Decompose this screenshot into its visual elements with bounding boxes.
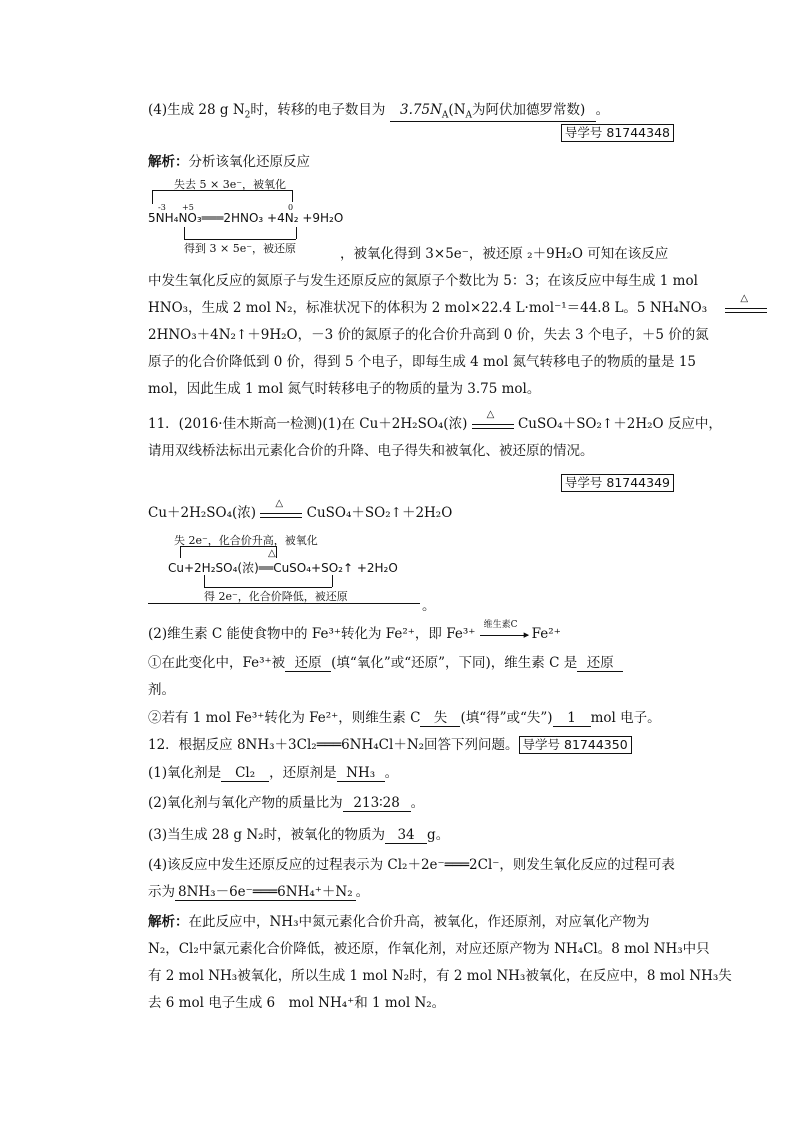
answer-note-b: 为阿伏加德罗常数) bbox=[472, 102, 586, 118]
double-bar bbox=[472, 424, 514, 429]
q12-s4-line1: (4)该反应中发生还原反应的过程表示为 Cl₂＋2e⁻═══2Cl⁻，则发生氧化反应的过程可表 bbox=[148, 857, 675, 873]
q12-s3-answer: 34 bbox=[385, 827, 427, 844]
analysis1-header bbox=[148, 150, 310, 170]
vitamin-c-arrow bbox=[480, 619, 532, 641]
analysis1-p1: ，被氧化得到 3×5e⁻，被还原 ₂＋9H₂O 可知在该反应 bbox=[340, 246, 669, 262]
q12-s2-a: (2)氧化剂与氧化产物的质量比为 bbox=[148, 795, 343, 811]
diagram1-bottom-right-leg bbox=[296, 227, 297, 239]
q12-s4-line2 bbox=[148, 880, 369, 901]
q11-sub1-answer1: 还原 bbox=[285, 651, 331, 672]
q11-sub2-b: (填“得”或“失”) bbox=[460, 710, 553, 726]
q11-sub1-b: (填“氧化”或“还原”，下同)，维生素 C 是 bbox=[331, 655, 578, 671]
q10-part4-answer bbox=[390, 98, 596, 122]
q11-line1-b: CuSO₄＋SO₂↑＋2H₂O 反应中， bbox=[517, 416, 722, 432]
heating-equals-sign bbox=[725, 292, 767, 315]
heating-equals-sign bbox=[472, 408, 514, 431]
q11-eq-left: Cu＋2H₂SO₄(浓) bbox=[148, 505, 257, 521]
q11-sub1-answer2: 还原 bbox=[577, 651, 623, 672]
diagram1-equation: 5NH₄NO₃═══2HNO₃ +4N₂ +9H₂O bbox=[148, 211, 344, 225]
q11-line1-a: 11．(2016·佳木斯高一检测)(1)在 Cu＋2H₂SO₄(浓) bbox=[148, 416, 468, 432]
q10-part4-line bbox=[148, 98, 609, 122]
guide-code-1: 导学号 81744348 bbox=[561, 124, 674, 142]
delta-icon: △ bbox=[275, 497, 284, 509]
q11-sub2-answer1: 失 bbox=[420, 706, 460, 727]
ox-state-minus3: -3 bbox=[158, 203, 166, 212]
diagram2-top-right-leg bbox=[276, 546, 277, 558]
q12-s2 bbox=[148, 791, 424, 812]
diagram1-top-bracket bbox=[152, 190, 292, 191]
q11-sub2-answer2: 1 bbox=[553, 710, 591, 727]
q11-line1 bbox=[148, 408, 722, 432]
q11-sub2 bbox=[148, 706, 661, 727]
q12-s1-c: 。 bbox=[384, 765, 399, 781]
guide-code-3: 导学号 81744350 bbox=[519, 736, 632, 754]
diagram2-top-left-leg bbox=[180, 546, 181, 558]
diagram2-delta: △ bbox=[268, 548, 276, 559]
q12-s4-answer: 8NH₃－6e⁻═══6NH₄⁺＋N₂ bbox=[175, 880, 356, 901]
delta-icon: △ bbox=[740, 292, 749, 304]
diagram2-top-label: 失 2e⁻，化合价升高，被氧化 bbox=[174, 534, 318, 547]
q11-end-mark: 。 bbox=[422, 598, 436, 614]
q12-s2-b: 。 bbox=[410, 795, 425, 811]
q11-part2-b: Fe²⁺ bbox=[531, 626, 561, 642]
delta-icon: △ bbox=[486, 408, 495, 420]
q10-part4-post: 。 bbox=[595, 102, 610, 118]
analysis2-p1: 在此反应中，NH₃中氮元素化合价升高，被氧化，作还原剂，对应氧化产物为 bbox=[188, 914, 650, 930]
q12-s1-answer2: NH₃ bbox=[337, 765, 385, 782]
q12-s4-c: 。 bbox=[355, 884, 370, 900]
q11-sub1-c: 剂。 bbox=[148, 682, 175, 698]
q12-s1 bbox=[148, 761, 398, 782]
q12-intro-line bbox=[148, 733, 632, 754]
analysis2-p2: N₂，Cl₂中氯元素化合价降低，被还原，作氧化剂，对应还原产物为 NH₄Cl。8 mol NH₃中只 bbox=[148, 941, 710, 957]
answer-note-sub: A bbox=[465, 110, 473, 121]
diagram2-bottom-left-leg bbox=[204, 575, 205, 587]
diagram1-top-label: 失去 5 × 3e⁻，被氧化 bbox=[174, 178, 287, 191]
q12-s4-b: 示为 bbox=[148, 884, 175, 900]
heating-equals-sign bbox=[260, 497, 302, 520]
q11-part2-a: (2)维生素 C 能使食物中的 Fe³⁺转化为 Fe²⁺，即 Fe³⁺ bbox=[148, 626, 476, 642]
q11-sub1 bbox=[148, 651, 623, 672]
subscript: 2 bbox=[244, 110, 251, 121]
q12-intro: 12．根据反应 8NH₃＋3Cl₂═══6NH₄Cl＋N₂回答下列问题。 bbox=[148, 737, 519, 753]
analysis1-p6: mol，因此生成 1 mol 氮气时转移电子的物质的量为 3.75 mol。 bbox=[148, 381, 541, 397]
q12-s3 bbox=[148, 823, 449, 844]
arrow-shaft bbox=[480, 635, 528, 636]
analysis1-p4: 2HNO₃＋4N₂↑＋9H₂O，－3 价的氮原子的化合价升高到 0 价，失去 3 个电子，＋5 价的氮 bbox=[148, 327, 709, 343]
answer-main: 3.75N bbox=[400, 102, 442, 118]
arrow-label: 维生素C bbox=[483, 619, 518, 630]
diagram2-bottom-right-leg bbox=[332, 575, 333, 587]
answer-underline bbox=[148, 603, 420, 604]
analysis2-p1-line bbox=[148, 910, 650, 930]
q11-line2: 请用双线桥法标出元素化合价的升降、电子得失和被氧化、被还原的情况。 bbox=[148, 443, 594, 459]
q12-s3-a: (3)当生成 28 g N₂时，被氧化的物质为 bbox=[148, 827, 386, 843]
analysis-label: 解析： bbox=[148, 154, 189, 170]
q12-s3-b: g。 bbox=[427, 827, 450, 843]
diagram1-top-left-leg bbox=[152, 190, 153, 204]
double-bar bbox=[725, 308, 767, 313]
q11-sub2-a: ②若有 1 mol Fe³⁺转化为 Fe²⁺，则维生素 C bbox=[148, 710, 421, 726]
q11-sub1-a: ①在此变化中，Fe³⁺被 bbox=[148, 655, 286, 671]
answer-note-a: (N bbox=[448, 102, 466, 118]
q12-s1-answer1: Cl₂ bbox=[221, 765, 269, 782]
diagram2-bottom-label: 得 2e⁻，化合价降低，被还原 bbox=[204, 590, 348, 603]
answer-sub: A bbox=[441, 110, 449, 121]
ox-state-zero: 0 bbox=[288, 203, 294, 212]
analysis2-p3: 有 2 mol NH₃被氧化，所以生成 1 mol N₂时，有 2 mol NH₃被氧化，在反应中，8 mol NH₃失 bbox=[148, 968, 732, 984]
q11-eq-right: CuSO₄＋SO₂↑＋2H₂O bbox=[306, 505, 453, 521]
arrow-head-icon: ▸ bbox=[523, 627, 530, 641]
diagram1-bottom-left-leg bbox=[184, 227, 185, 239]
diagram2-top-bracket bbox=[180, 546, 276, 547]
q12-s1-a: (1)氧化剂是 bbox=[148, 765, 222, 781]
diagram1-bottom-label: 得到 3 × 5e⁻，被还原 bbox=[184, 242, 297, 255]
analysis2-p4: 去 6 mol 电子生成 6 mol NH₄⁺和 1 mol N₂。 bbox=[148, 995, 446, 1011]
double-bar bbox=[260, 513, 302, 518]
q10-part4-mid: 时，转移的电子数目为 bbox=[250, 102, 386, 118]
q12-s2-answer: 213∶28 bbox=[343, 795, 411, 812]
analysis1-intro: 分析该氧化还原反应 bbox=[188, 154, 310, 170]
diagram1-top-right-leg bbox=[292, 190, 293, 202]
analysis1-p5: 原子的化合价降低到 0 价，得到 5 个电子，即每生成 4 mol 氮气转移电子的物质的量是 15 bbox=[148, 354, 697, 370]
analysis1-p2: 中发生氧化反应的氮原子与发生还原反应的氮原子个数比为 5：3；在该反应中每生成 1 mol bbox=[148, 273, 698, 289]
q12-s1-b: ，还原剂是 bbox=[269, 765, 337, 781]
analysis1-p3: HNO₃，生成 2 mol N₂，标准状况下的体积为 2 mol×22.4 L·mol⁻¹＝44.8 L。5 NH₄NO₃ bbox=[148, 300, 708, 316]
q11-sub2-c: mol 电子。 bbox=[590, 710, 661, 726]
diagram2-equation: Cu+2H₂SO₄(浓)══CuSO₄+SO₂↑ +2H₂O bbox=[168, 561, 398, 575]
analysis1-p3-line bbox=[148, 292, 767, 316]
guide-code-2: 导学号 81744349 bbox=[561, 474, 674, 492]
q11-part2-intro bbox=[148, 619, 561, 642]
q10-part4-pre: (4)生成 28 g N bbox=[148, 102, 245, 118]
analysis-label: 解析： bbox=[148, 914, 189, 930]
q11-equation bbox=[148, 497, 453, 521]
ox-state-plus5: +5 bbox=[182, 203, 194, 212]
